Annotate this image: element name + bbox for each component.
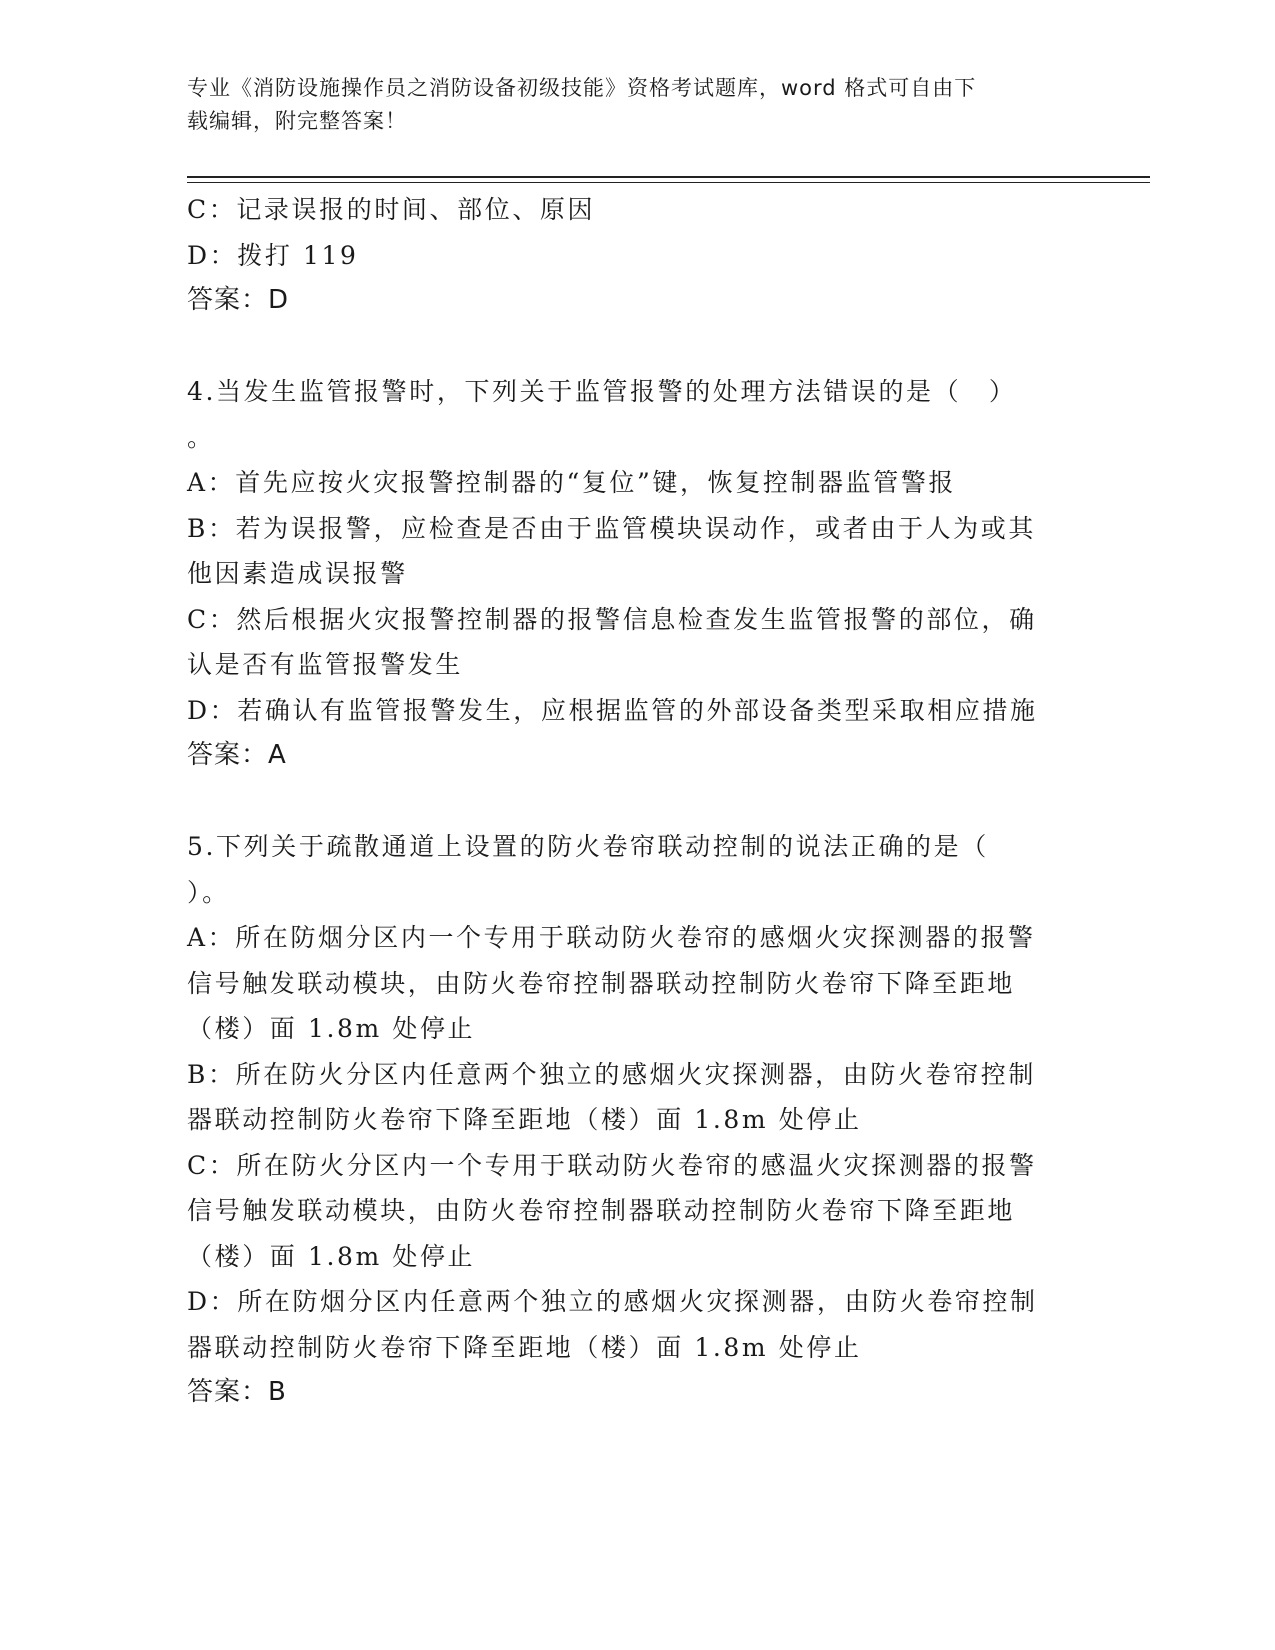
q5-stem-line-2: ）。 (187, 877, 230, 907)
header-rule-thin (187, 182, 1150, 183)
question-5 (187, 824, 1072, 1416)
q5-answer: 答案：B (187, 1377, 287, 1407)
q3-option-c: C：记录误报的时间、部位、原因 (187, 195, 596, 224)
spacer (187, 779, 1072, 825)
question-3 (187, 187, 1072, 324)
q5-stem-line-1: 5.下列关于疏散通道上设置的防火卷帘联动控制的说法正确的是（ (187, 832, 989, 861)
q4-stem-line-1: 4.当发生监管报警时，下列关于监管报警的处理方法错误的是（ ） (187, 377, 1017, 406)
q4-stem-line-2: 。 (187, 422, 215, 452)
q5-option-a-line-2: 信号触发联动模块，由防火卷帘控制器联动控制防火卷帘下降至距地 (187, 968, 1016, 998)
q4-option-b-line-1: B：若为误报警，应检查是否由于监管模块误动作，或者由于人为或其 (187, 513, 1036, 543)
header-line-1: 专业《消防设施操作员之消防设备初级技能》资格考试题库，word 格式可自由下 (187, 76, 977, 100)
q5-option-d-line-2: 器联动控制防火卷帘下降至距地（楼）面 1.8m 处停止 (187, 1332, 862, 1362)
q5-option-d-line-1: D：所在防烟分区内任意两个独立的感烟火灾探测器，由防火卷帘控制 (187, 1287, 1038, 1316)
q3-answer: 答案：D (187, 285, 290, 315)
q5-option-b-line-2: 器联动控制防火卷帘下降至距地（楼）面 1.8m 处停止 (187, 1105, 862, 1134)
header-rule-thick (187, 176, 1150, 178)
q4-answer: 答案：A (187, 740, 287, 770)
q4-option-a: A：首先应按火灾报警控制器的“复位”键，恢复控制器监管警报 (187, 468, 957, 497)
q5-option-a-line-1: A：所在防烟分区内一个专用于联动防火卷帘的感烟火灾探测器的报警 (187, 923, 1036, 952)
q5-option-c-line-1: C：所在防火分区内一个专用于联动防火卷帘的感温火灾探测器的报警 (187, 1150, 1037, 1180)
q4-option-b-line-2: 他因素造成误报警 (187, 559, 408, 588)
q5-option-a-line-3: （楼）面 1.8m 处停止 (187, 1014, 476, 1043)
document-body (187, 187, 1072, 1416)
q5-option-c-line-3: （楼）面 1.8m 处停止 (187, 1241, 476, 1271)
spacer (187, 324, 1072, 370)
q4-option-c-line-2: 认是否有监管报警发生 (187, 650, 464, 679)
q3-option-d: D：拨打 119 (187, 240, 359, 270)
q4-option-c-line-1: C：然后根据火灾报警控制器的报警信息检查发生监管报警的部位，确 (187, 604, 1037, 634)
header-line-2: 载编辑，附完整答案！ (187, 109, 407, 133)
q4-option-d: D：若确认有监管报警发生，应根据监管的外部设备类型采取相应措施 (187, 695, 1038, 725)
q5-option-c-line-2: 信号触发联动模块，由防火卷帘控制器联动控制防火卷帘下降至距地 (187, 1196, 1016, 1225)
question-4 (187, 369, 1072, 779)
q5-option-b-line-1: B：所在防火分区内任意两个独立的感烟火灾探测器，由防火卷帘控制 (187, 1059, 1036, 1089)
page-header (187, 72, 1067, 138)
